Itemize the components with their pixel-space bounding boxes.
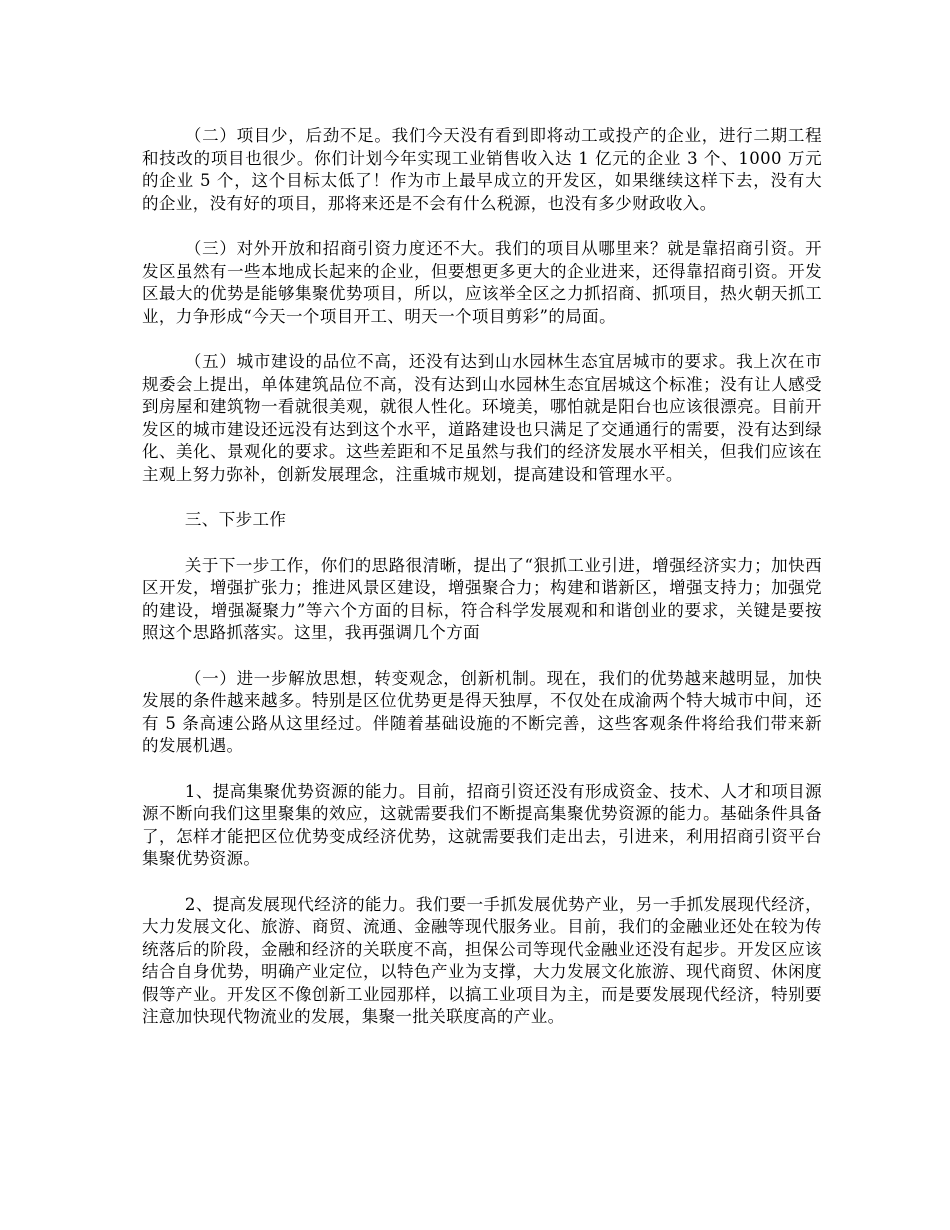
paragraph-spacer: [142, 871, 822, 894]
document-body: [142, 125, 822, 1029]
paragraph-next-steps-intro: 关于下一步工作，你们的思路很清晰，提出了“狠抓工业引进，增强经济实力；加快西区开发，增强扩张力；推进风景区建设，增强聚合力；构建和谐新区，增强支持力；加强党的建设，增强凝聚力”等六个方面的目标，符合科学发展观和和谐创业的要求，关键是要按照这个思路抓落实。这里，我再强调几个方面: [142, 555, 822, 642]
paragraph-spacer: [142, 486, 822, 509]
paragraph-spacer: [142, 215, 822, 238]
paragraph-item-2: 2、提高发展现代经济的能力。我们要一手抓发展优势产业，另一手抓发展现代经济，大力发展文化、旅游、商贸、流通、金融等现代服务业。目前，我们的金融业还处在较为传统落后的阶段，金融和经济的关联度不高，担保公司等现代金融业还没有起步。开发区应该结合自身优势，明确产业定位，以特色产业为支撑，大力发展文化旅游、现代商贸、休闲度假等产业。开发区不像创新工业园那样，以搞工业项目为主，而是要发展现代经济，特别要注意加快现代物流业的发展，集聚一批关联度高的产业。: [142, 894, 822, 1026]
paragraph-task-1: （一）进一步解放思想，转变观念，创新机制。现在，我们的优势越来越明显，加快发展的条件越来越多。特别是区位优势更是得天独厚，不仅处在成渝两个特大城市中间，还有 5 条高速公路从这里经过。伴随着基础设施的不断完善，这些客观条件将给我们带来新的发展机遇。: [142, 668, 822, 755]
paragraph-problem-5: （五）城市建设的品位不高，还没有达到山水园林生态宜居城市的要求。我上次在市规委会上提出，单体建筑品位不高，没有达到山水园林生态宜居城这个标准；没有让人感受到房屋和建筑物一看就很美观，就很人性化。环境美，哪怕就是阳台也应该很漂亮。目前开发区的城市建设还远没有达到这个水平，道路建设也只满足了交通通行的需要，没有达到绿化、美化、景观化的要求。这些差距和不足虽然与我们的经济发展水平相关，但我们应该在主观上努力弥补，创新发展理念，注重城市规划，提高建设和管理水平。: [142, 352, 822, 484]
paragraph-problem-2: （二）项目少，后劲不足。我们今天没有看到即将动工或投产的企业，进行二期工程和技改的项目也很少。你们计划今年实现工业销售收入达 1 亿元的企业 3 个、1000 万元的企业 5 个，这个目标太低了！作为市上最早成立的开发区，如果继续这样下去，没有大的企业，没有好的项目，那将来还是不会有什么税源，也没有多少财政收入。: [142, 126, 822, 213]
paragraph-problem-3: （三）对外开放和招商引资力度还不大。我们的项目从哪里来？就是靠招商引资。开发区虽然有一些本地成长起来的企业，但要想更多更大的企业进来，还得靠招商引资。开发区最大的优势是能够集聚优势项目，所以，应该举全区之力抓招商、抓项目，热火朝天抓工业，力争形成“今天一个项目开工、明天一个项目剪彩”的局面。: [142, 239, 822, 326]
paragraph-spacer: [142, 532, 822, 555]
paragraph-spacer: [142, 758, 822, 781]
section-heading: 三、下步工作: [184, 510, 287, 529]
paragraph-spacer: [142, 645, 822, 668]
paragraph-spacer: [142, 328, 822, 351]
paragraph-item-1: 1、提高集聚优势资源的能力。目前，招商引资还没有形成资金、技术、人才和项目源源不断向我们这里聚集的效应，这就需要我们不断提高集聚优势资源的能力。基础条件具备了，怎样才能把区位优势变成经济优势，这就需要我们走出去，引进来，利用招商引资平台集聚优势资源。: [142, 781, 822, 868]
